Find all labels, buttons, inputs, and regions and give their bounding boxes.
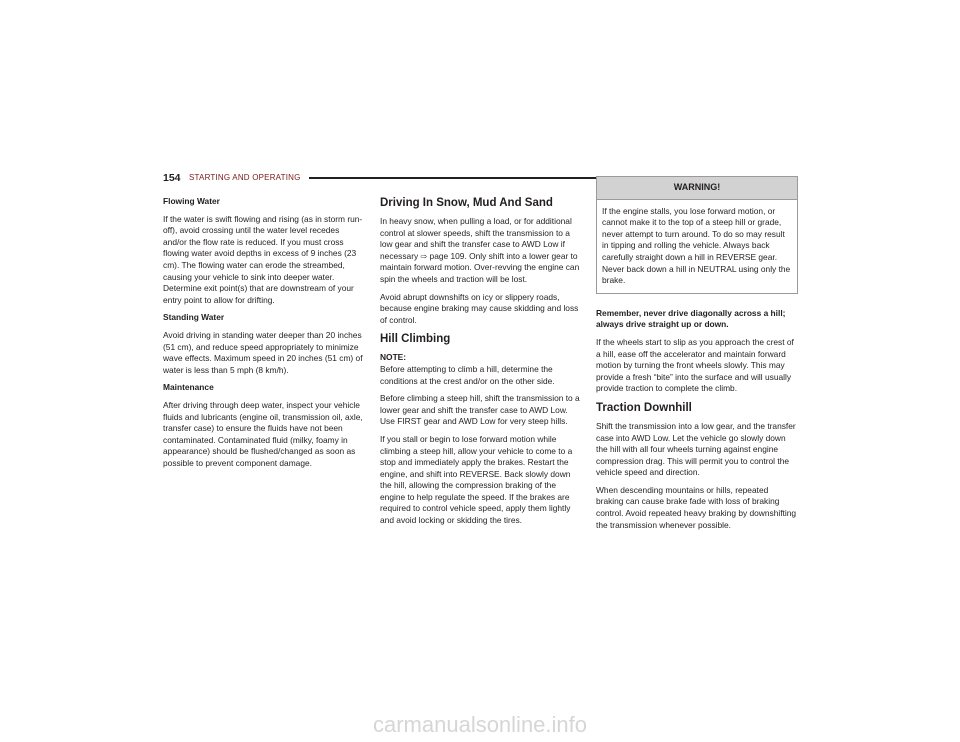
snow-paragraph-2: Avoid abrupt downshifts on icy or slippery roads, because engine braking may cause skidding and loss of control.	[380, 291, 579, 325]
maintenance-text: After driving through deep water, inspect your vehicle fluids and lubricants (engine oil, transmission oil, axle, transfer case) to ensure the fluids have not been contaminated. Contaminated fluid (milky, foamy in appearance) should be flushed/changed as soon as possible to prevent component damage.	[163, 399, 363, 468]
wheel-slip-text: If the wheels start to slip as you approach the crest of a hill, ease off the accelerator and maintain forward motion by turning the front wheels slowly. This may provide a fresh “bite” into the surface and will usually provide traction to complete the climb.	[596, 336, 794, 394]
flowing-water-heading: Flowing Water	[163, 196, 220, 206]
page-number: 154	[163, 172, 181, 184]
hill-climbing-heading: Hill Climbing	[380, 333, 451, 346]
column-right	[596, 182, 798, 537]
diagonal-warning-text: Remember, never drive diagonally across a hill; always drive straight up or down.	[596, 307, 786, 330]
warning-text: If the engine stalls, you lose forward motion, or cannot make it to the top of a steep hill or grade, never attempt to turn around. To do so may result in tipping and rolling the vehicle. Always back carefully straight down a hill in REVERSE gear. Never back down a hill in NEUTRAL using only the brake.	[602, 205, 791, 286]
snow-p1-after: page 109. Only shift into a lower gear to maintain forward motion. Over-revving the engine can spin the wheels and traction will be lost.	[380, 250, 580, 284]
snow-mud-sand-heading: Driving In Snow, Mud And Sand	[380, 197, 553, 209]
downhill-paragraph-2: When descending mountains or hills, repeated braking can cause brake fade with loss of braking control. Avoid repeated heavy braking by downshifting the transmission whenever possible.	[596, 484, 797, 530]
section-title: STARTING AND OPERATING	[189, 173, 301, 182]
snow-p1-before: In heavy snow, when pulling a load, or for additional control at slower speeds, shift the transmission to a low gear and shift the transfer case to AWD Low if necessary	[380, 216, 572, 261]
watermark: carmanualsonline.info	[372, 712, 588, 737]
note-text: Before attempting to climb a hill, determine the conditions at the crest and/or on the other side.	[380, 363, 555, 386]
downhill-paragraph-1: Shift the transmission into a low gear, and the transfer case into AWD Low. Let the vehicle go slowly down the hill with all four wheels turning against engine compression drag. This will permit you to control the vehicle speed and direction.	[596, 420, 796, 478]
note	[380, 352, 580, 387]
maintenance-heading: Maintenance	[163, 382, 214, 393]
column-middle	[380, 196, 580, 533]
hill-paragraph-2: If you stall or begin to lose forward motion while climbing a steep hill, allow your vehicle to come to a stop and immediately apply the brakes. Restart the engine, and shift into REVERSE. Back slowly down the hill, allowing the compression braking of the engine to help regulate the speed. If the brakes are required to control vehicle speed, apply them lightly and avoid locking or skidding the tires.	[380, 433, 573, 526]
note-label: NOTE:	[380, 352, 407, 363]
snow-paragraph-1	[380, 216, 580, 286]
column-left	[163, 196, 364, 475]
flowing-water-text: If the water is swift flowing and rising (as in storm run-off), avoid crossing until the water level recedes and/or the flow rate is reduced. If you must cross flowing water avoid depths in excess of 9 inches (23 cm). The flowing water can erode the streambed, causing your vehicle to sink into deeper water. Determine exit point(s) that are downstream of your entry point to allow for drifting.	[163, 213, 363, 305]
page-reference-arrow-icon[interactable]: ⇨	[420, 251, 428, 261]
warning-body	[597, 200, 797, 293]
traction-downhill-heading: Traction Downhill	[596, 401, 692, 414]
warning-box	[596, 176, 798, 294]
standing-water-text: Avoid driving in standing water deeper than 20 inches (51 cm), and reduce speed appropriately to minimize wave effects. Maximum speed in 20 inches (51 cm) of water is less than 5 mph (8 km/h).	[163, 329, 363, 375]
warning-title: WARNING!	[597, 177, 797, 200]
standing-water-heading: Standing Water	[163, 312, 225, 323]
hill-paragraph-1: Before climbing a steep hill, shift the transmission to a lower gear and shift the transfer case to AWD Low. Use FIRST gear and AWD Low for very steep hills.	[380, 393, 580, 427]
